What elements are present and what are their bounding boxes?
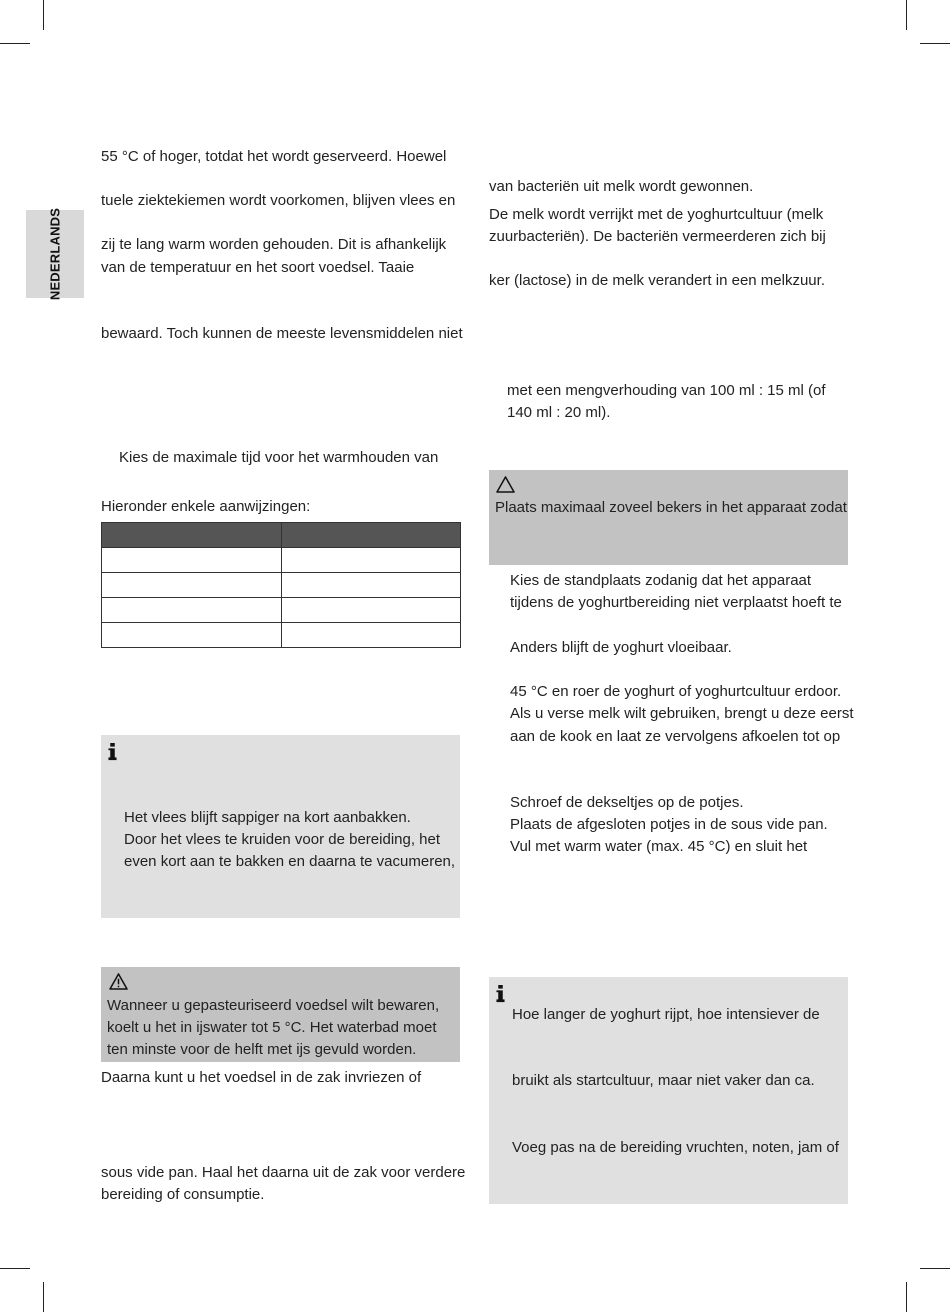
step-text-line: Kies de standplaats zodanig dat het apparaat (510, 572, 812, 589)
crop-mark (43, 1282, 44, 1312)
crop-mark (43, 0, 44, 30)
table-row (102, 548, 461, 573)
info-icon (108, 743, 117, 761)
body-text-line: sous vide pan. Haal het daarna uit de zak voor verdere (101, 1164, 466, 1181)
ratio-text-line: met een mengverhouding van 100 ml : 15 ml (of (507, 382, 826, 399)
crop-mark (0, 43, 30, 44)
step-text-line: Vul met warm water (max. 45 °C) en sluit het (510, 838, 808, 855)
crop-mark (920, 1268, 950, 1269)
body-text-line: zij te lang warm worden gehouden. Dit is afhankelijk (101, 236, 447, 253)
keep-warm-table (101, 522, 461, 648)
table-row (102, 573, 461, 598)
language-side-tab (26, 207, 84, 301)
crop-mark (920, 43, 950, 44)
info-icon (496, 985, 505, 1003)
table-cell (102, 573, 282, 598)
warning-text-line: koelt u het in ijswater tot 5 °C. Het waterbad moet (107, 1019, 437, 1036)
table-cell (281, 573, 461, 598)
step-text-line: tijdens de yoghurtbereiding niet verplaatst hoeft te (510, 594, 842, 611)
table-row (102, 598, 461, 623)
table-intro: Hieronder enkele aanwijzingen: (101, 498, 311, 515)
tip-text-line: Voeg pas na de bereiding vruchten, noten, jam of (512, 1139, 839, 1156)
warning-text-line: ten minste voor de helft met ijs gevuld worden. (107, 1041, 417, 1058)
body-text-line: De melk wordt verrijkt met de yoghurtcultuur (melk (489, 206, 824, 223)
table-header-cell (102, 523, 282, 548)
body-text-line: bereiding of consumptie. (101, 1186, 265, 1203)
table-row (102, 623, 461, 648)
body-text-line: 55 °C of hoger, totdat het wordt geserveerd. Hoewel (101, 148, 447, 165)
body-text-line: zuurbacteriën). De bacteriën vermeerderen zich bij (489, 228, 826, 245)
warning-text-line: Wanneer u gepasteuriseerd voedsel wilt bewaren, (107, 997, 440, 1014)
body-text-line: Daarna kunt u het voedsel in de zak invriezen of (101, 1069, 422, 1086)
step-text-line: Anders blijft de yoghurt vloeibaar. (510, 639, 732, 656)
table-cell (102, 548, 282, 573)
step-text-line: 45 °C en roer de yoghurt of yoghurtcultuur erdoor. (510, 683, 842, 700)
tip-text-line: Door het vlees te kruiden voor de bereiding, het (124, 831, 441, 848)
tip-text-line: bruikt als startcultuur, maar niet vaker dan ca. (512, 1072, 815, 1089)
body-text-line: ker (lactose) in de melk verandert in een melkzuur. (489, 272, 825, 289)
step-text-line: Als u verse melk wilt gebruiken, brengt u deze eerst (510, 705, 854, 722)
tip-text-line: even kort aan te bakken en daarna te vacumeren, (124, 853, 456, 870)
table-cell (102, 598, 282, 623)
tip-text-line: Hoe langer de yoghurt rijpt, hoe intensiever de (512, 1006, 820, 1023)
ratio-text-line: 140 ml : 20 ml). (507, 404, 611, 421)
warning-triangle-icon (496, 476, 515, 493)
table-cell (281, 623, 461, 648)
step-text-line: Plaats de afgesloten potjes in de sous vide pan. (510, 816, 828, 833)
body-text-line: van bacteriën uit melk wordt gewonnen. (489, 178, 754, 195)
warning-box (489, 470, 848, 565)
language-tab-label: NEDERLANDS (47, 207, 63, 301)
step-text-line: aan de kook en laat ze vervolgens afkoelen tot op (510, 728, 841, 745)
crop-mark (906, 1282, 907, 1312)
table-header-cell (281, 523, 461, 548)
table-cell (102, 623, 282, 648)
body-text-line: van de temperatuur en het soort voedsel. Taaie (101, 259, 415, 276)
tip-box (101, 735, 460, 918)
table-cell (281, 548, 461, 573)
keep-warm-instruction: Kies de maximale tijd voor het warmhouden van (119, 449, 439, 466)
warning-box (101, 967, 460, 1062)
tip-text-line: Het vlees blijft sappiger na kort aanbakken. (124, 809, 411, 826)
table-header-row (102, 523, 461, 548)
step-text-line: Schroef de dekseltjes op de potjes. (510, 794, 744, 811)
warning-triangle-icon (109, 973, 128, 990)
body-text-line: bewaard. Toch kunnen de meeste levensmiddelen niet (101, 325, 463, 342)
table-cell (281, 598, 461, 623)
crop-mark (0, 1268, 30, 1269)
warning-text-line: Plaats maximaal zoveel bekers in het apparaat zodat (495, 499, 847, 516)
tip-box (489, 977, 848, 1204)
crop-mark (906, 0, 907, 30)
body-text-line: tuele ziektekiemen wordt voorkomen, blijven vlees en (101, 192, 456, 209)
